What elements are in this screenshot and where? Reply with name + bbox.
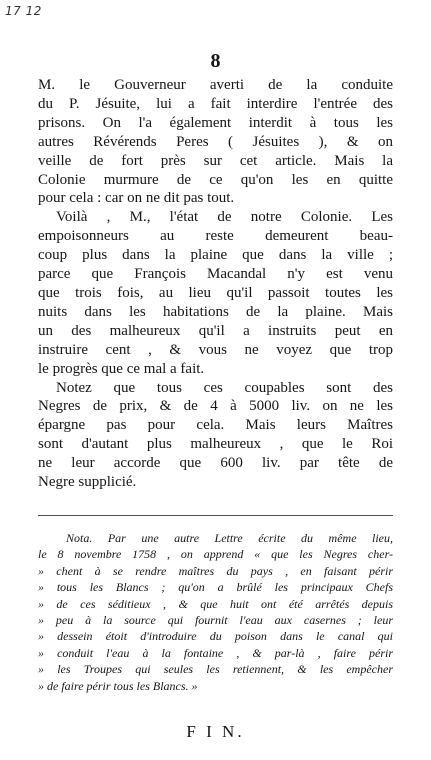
text-line: Voilà , M., l'état de notre Colonie. Les [56, 209, 393, 226]
paragraph-1 [38, 76, 393, 208]
text-line: nuits dans les habitations de la plaine. Mais [38, 303, 393, 320]
text-line: du P. Jésuite, lui a fait interdire l'entrée des [38, 95, 393, 112]
note-line: Nota. Par une autre Lettre écrite du même lieu, [66, 531, 393, 545]
text-line: parce que François Macandal n'y est venu [38, 266, 393, 283]
text-line: empoisonneurs au reste demeurent beau- [38, 228, 393, 245]
body-text [38, 76, 393, 492]
note-line: » tous les Blancs ; qu'on a brûlé les principaux Chefs [38, 580, 393, 595]
text-line: pour cela : car on ne dit pas tout. [38, 190, 235, 207]
text-line: Colonie murmure de ce qu'on les en quitte [38, 171, 393, 188]
note-line: » de faire périr tous les Blancs. » [38, 678, 198, 693]
fin-mark: F I N. [186, 722, 245, 741]
page-number: 8 [210, 50, 221, 72]
text-line: Notez que tous ces coupables sont des [56, 379, 393, 396]
text-line: instruire cent , & vous ne voyez que trop [38, 341, 393, 358]
text-line: ne leur accorde que 600 liv. par tête de [38, 455, 393, 472]
section-divider [38, 515, 393, 516]
text-line: coup plus dans la plaine que dans la ville ; [38, 247, 393, 264]
note-line: » conduit l'eau à la fontaine , & par-là , faire périr [38, 645, 393, 660]
paragraph-2 [38, 208, 393, 378]
text-line: prisons. On l'a également interdit à tous les [38, 114, 393, 131]
note-line: le 8 novembre 1758 , on apprend « que les Negres cher- [38, 547, 393, 562]
handwritten-corner-note: 17 12 [5, 4, 42, 18]
text-line: épargne pas pour cela. Mais leurs Maîtres [38, 417, 393, 434]
paragraph-3 [38, 379, 393, 492]
text-line: que trois fois, au lieu qu'il passoit toutes les [38, 284, 393, 301]
note-line: » de ces séditieux , & que huit ont été arrêtés depuis [38, 596, 393, 611]
text-line: veille de fort près sur cet article. Mais la [38, 152, 393, 169]
note-line: » peu à la source qui fournit l'eau aux casernes ; leur [38, 613, 393, 628]
text-line: Negres de prix, & de 4 à 5000 liv. on ne les [38, 398, 393, 415]
text-line: le progrès que ce mal a fait. [38, 360, 205, 377]
note-line: » chent à se rendre maîtres du pays , en faisant périr [38, 563, 393, 578]
text-line: sont d'autant plus malheureux , que le Roi [38, 436, 393, 453]
text-line: un des malheureux qu'il a instruits peut en [38, 322, 393, 339]
text-line: Negre supplicié. [38, 474, 137, 491]
note-line: » dessein étoit d'introduire du poison dans le canal qui [38, 629, 393, 644]
text-line: M. le Gouverneur averti de la conduite [38, 77, 393, 93]
text-line: autres Révérends Peres ( Jésuites ), & on [38, 133, 393, 150]
note-line: » les Troupes qui seules les retiennent, & les empêcher [38, 662, 393, 677]
footnote [38, 530, 393, 694]
